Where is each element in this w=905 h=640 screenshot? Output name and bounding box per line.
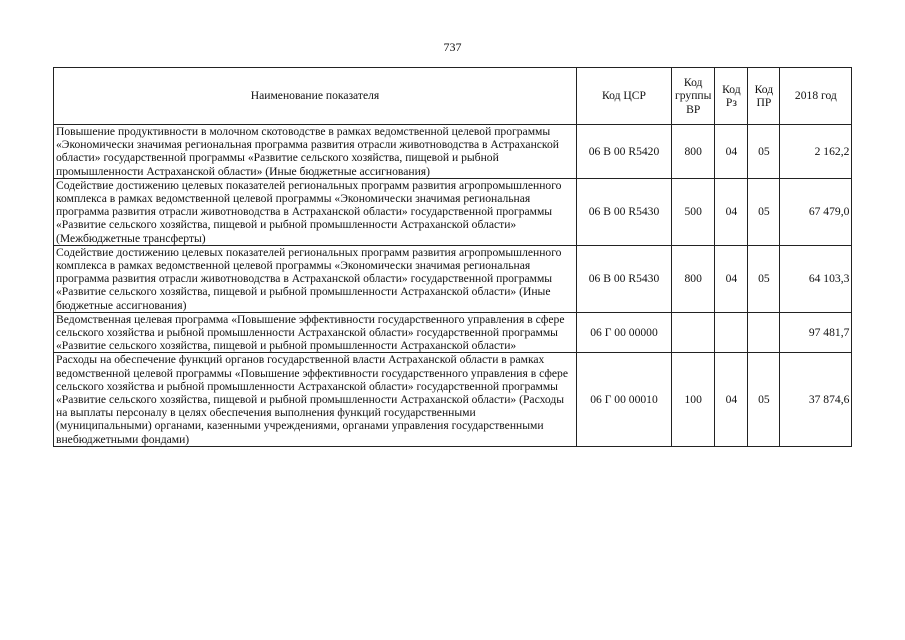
row-pr: 05 bbox=[748, 353, 780, 446]
row-name: Повышение продуктивности в молочном скотоводстве в рамках ведомственной целевой программы «Экономически значимая региональная программа развития отрасли животноводства в Астраханской области» государственной программы «Развитие сельского хозяйства, пищевой и рыбной промышленности Астраханской области» (Иные бюджетные ассигнования) bbox=[54, 125, 577, 179]
row-vr: 800 bbox=[672, 125, 715, 179]
row-name: Содействие достижению целевых показателей региональных программ развития агропромышленного комплекса в рамках ведомственной целевой программы «Экономически значимая региональная программа развития отрасли животноводства в Астраханской области» государственной программы «Развитие сельского хозяйства, пищевой и рыбной промышленности Астраханской области» (Иные бюджетные ассигнования) bbox=[54, 245, 577, 312]
row-rz: 04 bbox=[715, 245, 748, 312]
budget-table bbox=[53, 67, 852, 447]
row-pr: 05 bbox=[748, 125, 780, 179]
row-amount: 2 162,2 bbox=[780, 125, 852, 179]
row-csr: 06 В 00 R5430 bbox=[577, 178, 672, 245]
row-pr: 05 bbox=[748, 178, 780, 245]
header-pr: Код ПР bbox=[748, 68, 780, 125]
table-row bbox=[54, 245, 852, 312]
header-csr: Код ЦСР bbox=[577, 68, 672, 125]
header-year: 2018 год bbox=[780, 68, 852, 125]
table-row bbox=[54, 312, 852, 353]
row-amount: 97 481,7 bbox=[780, 312, 852, 353]
row-vr: 100 bbox=[672, 353, 715, 446]
row-csr: 06 Г 00 00000 bbox=[577, 312, 672, 353]
row-name: Содействие достижению целевых показателей региональных программ развития агропромышленного комплекса в рамках ведомственной целевой программы «Экономически значимая региональная программа развития отрасли животноводства в Астраханской области» государственной программы «Развитие сельского хозяйства, пищевой и рыбной промышленности Астраханской области» (Межбюджетные трансферты) bbox=[54, 178, 577, 245]
row-vr: 500 bbox=[672, 178, 715, 245]
table-row bbox=[54, 178, 852, 245]
row-csr: 06 В 00 R5430 bbox=[577, 245, 672, 312]
row-rz bbox=[715, 312, 748, 353]
row-amount: 64 103,3 bbox=[780, 245, 852, 312]
row-amount: 67 479,0 bbox=[780, 178, 852, 245]
row-name: Расходы на обеспечение функций органов государственной власти Астраханской области в рамках ведомственной целевой программы «Повышение эффективности государственного управления в сфере сельского хозяйства и рыбной промышленности Астраханской области» государственной программы «Развитие сельского хозяйства, пищевой и рыбной промышленности Астраханской области» (Расходы на выплаты персоналу в целях обеспечения выполнения функций государственными (муниципальными) органами, казенными учреждениями, органами управления государственными внебюджетными фондами) bbox=[54, 353, 577, 446]
row-rz: 04 bbox=[715, 125, 748, 179]
row-vr bbox=[672, 312, 715, 353]
row-amount: 37 874,6 bbox=[780, 353, 852, 446]
header-rz: Код Рз bbox=[715, 68, 748, 125]
row-pr: 05 bbox=[748, 245, 780, 312]
row-vr: 800 bbox=[672, 245, 715, 312]
table-header-row bbox=[54, 68, 852, 125]
row-pr bbox=[748, 312, 780, 353]
header-vr: Код группы ВР bbox=[672, 68, 715, 125]
row-csr: 06 В 00 R5420 bbox=[577, 125, 672, 179]
table-row bbox=[54, 353, 852, 446]
row-rz: 04 bbox=[715, 178, 748, 245]
row-name: Ведомственная целевая программа «Повышение эффективности государственного управления в сфере сельского хозяйства и рыбной промышленности Астраханской области» государственной программы «Развитие сельского хозяйства, пищевой и рыбной промышленности Астраханской области» bbox=[54, 312, 577, 353]
header-name: Наименование показателя bbox=[54, 68, 577, 125]
row-rz: 04 bbox=[715, 353, 748, 446]
row-csr: 06 Г 00 00010 bbox=[577, 353, 672, 446]
page-number: 737 bbox=[443, 40, 462, 54]
table-row bbox=[54, 125, 852, 179]
